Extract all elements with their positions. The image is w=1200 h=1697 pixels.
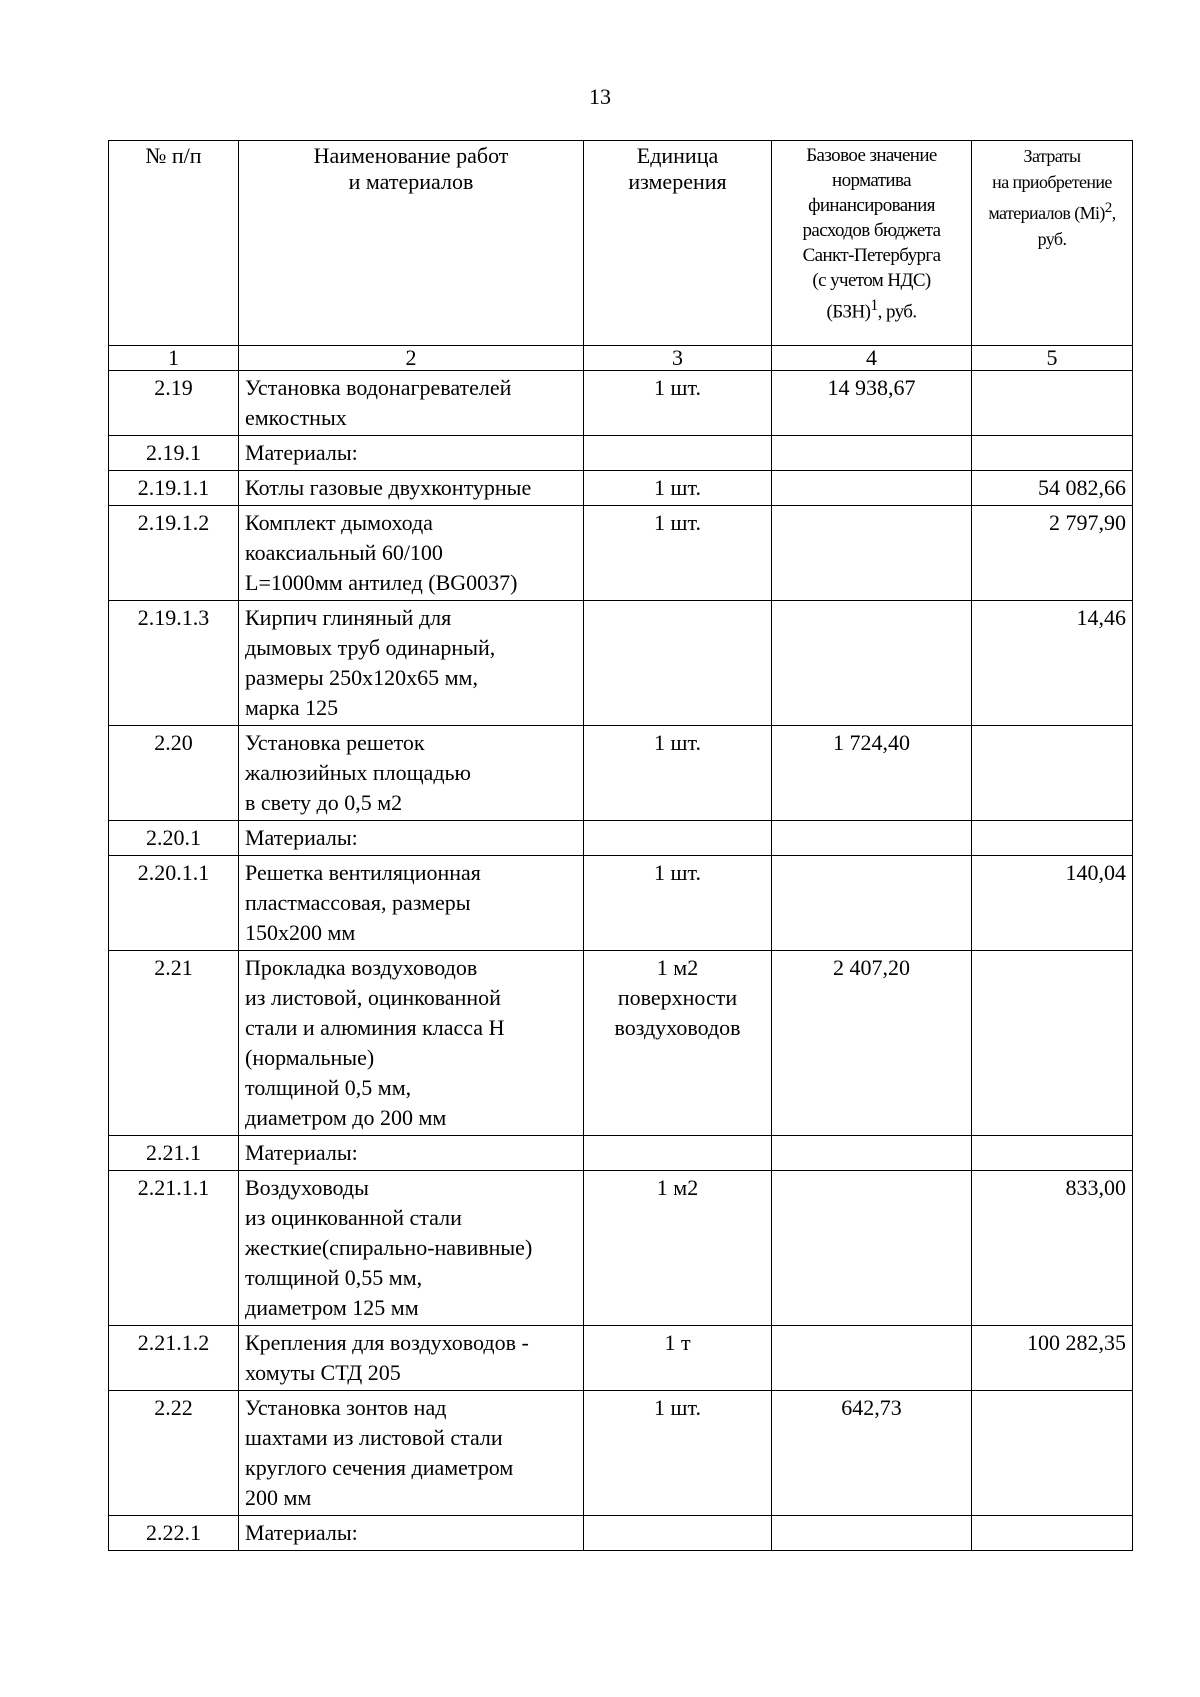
work-name-cell: Решетка вентиляционная пластмассовая, размеры 150х200 мм: [239, 856, 584, 951]
material-cost-cell: 100 282,35: [972, 1326, 1133, 1391]
table-row: [109, 1171, 1133, 1326]
item-number-cell: 2.21.1.2: [109, 1326, 239, 1391]
table-row: [109, 506, 1133, 601]
base-value-cell: 642,73: [772, 1391, 972, 1516]
material-cost-cell: [972, 1136, 1133, 1171]
work-name-cell: Крепления для воздуховодов - хомуты СТД 205: [239, 1326, 584, 1391]
table-row: [109, 1326, 1133, 1391]
work-name-cell: Установка водонагревателей емкостных: [239, 371, 584, 436]
unit-cell: 1 шт.: [584, 856, 772, 951]
table-row: [109, 471, 1133, 506]
work-name-cell: Материалы:: [239, 1136, 584, 1171]
unit-cell: [584, 436, 772, 471]
unit-cell: 1 м2 поверхности воздуховодов: [584, 951, 772, 1136]
work-name-cell: Материалы:: [239, 821, 584, 856]
table-body: [109, 371, 1133, 1551]
unit-cell: 1 шт.: [584, 371, 772, 436]
table-row: [109, 726, 1133, 821]
material-cost-cell: [972, 726, 1133, 821]
header-item-number: № п/п: [109, 141, 239, 346]
material-cost-cell: 14,46: [972, 601, 1133, 726]
work-name-cell: Комплект дымохода коаксиальный 60/100 L=1000мм антилед (BG0037): [239, 506, 584, 601]
material-cost-cell: [972, 436, 1133, 471]
table-row: [109, 821, 1133, 856]
material-cost-cell: 140,04: [972, 856, 1133, 951]
material-cost-cell: [972, 821, 1133, 856]
item-number-cell: 2.20.1: [109, 821, 239, 856]
table-row: [109, 856, 1133, 951]
item-number-cell: 2.21.1: [109, 1136, 239, 1171]
item-number-cell: 2.22: [109, 1391, 239, 1516]
work-name-cell: Материалы:: [239, 436, 584, 471]
unit-cell: [584, 601, 772, 726]
material-cost-cell: 2 797,90: [972, 506, 1133, 601]
table-header-row: [109, 141, 1133, 346]
work-name-cell: Установка зонтов над шахтами из листовой стали круглого сечения диаметром 200 мм: [239, 1391, 584, 1516]
base-value-cell: [772, 1136, 972, 1171]
work-name-cell: Воздуховоды из оцинкованной стали жесткие(спирально-навивные) толщиной 0,55 мм, диаметром 125 мм: [239, 1171, 584, 1326]
table-row: [109, 1136, 1133, 1171]
work-name-cell: Котлы газовые двухконтурные: [239, 471, 584, 506]
table-row: [109, 1516, 1133, 1551]
header-work-name: Наименование работ и материалов: [239, 141, 584, 346]
page-number: 13: [589, 84, 611, 109]
item-number-cell: 2.19: [109, 371, 239, 436]
table-row: [109, 436, 1133, 471]
table-row: [109, 951, 1133, 1136]
material-cost-cell: [972, 1391, 1133, 1516]
base-value-cell: [772, 1171, 972, 1326]
column-number: 5: [972, 346, 1133, 371]
base-value-cell: [772, 1516, 972, 1551]
column-number: 2: [239, 346, 584, 371]
item-number-cell: 2.21: [109, 951, 239, 1136]
table-row: [109, 601, 1133, 726]
unit-cell: [584, 1516, 772, 1551]
header-unit: Единица измерения: [584, 141, 772, 346]
base-value-cell: [772, 471, 972, 506]
base-value-cell: 14 938,67: [772, 371, 972, 436]
header-material-costs: Затраты на приобретение материалов $(Mi)^2$, руб.: [972, 141, 1133, 346]
unit-cell: 1 шт.: [584, 506, 772, 601]
base-value-cell: 2 407,20: [772, 951, 972, 1136]
item-number-cell: 2.20: [109, 726, 239, 821]
column-number: 1: [109, 346, 239, 371]
base-value-cell: [772, 436, 972, 471]
item-number-cell: 2.19.1.2: [109, 506, 239, 601]
base-value-cell: [772, 601, 972, 726]
item-number-cell: 2.21.1.1: [109, 1171, 239, 1326]
item-number-cell: 2.20.1.1: [109, 856, 239, 951]
unit-cell: 1 шт.: [584, 1391, 772, 1516]
table-row: [109, 371, 1133, 436]
work-name-cell: Материалы:: [239, 1516, 584, 1551]
material-cost-cell: [972, 1516, 1133, 1551]
unit-cell: 1 шт.: [584, 726, 772, 821]
footnote-marker: 2: [1104, 200, 1112, 216]
base-value-cell: [772, 821, 972, 856]
base-value-cell: [772, 1326, 972, 1391]
works-materials-table: [108, 140, 1133, 1551]
table-row: [109, 1391, 1133, 1516]
base-value-cell: 1 724,40: [772, 726, 972, 821]
column-numbers-row: [109, 346, 1133, 371]
material-cost-cell: [972, 951, 1133, 1136]
item-number-cell: 2.19.1.3: [109, 601, 239, 726]
item-number-cell: 2.19.1: [109, 436, 239, 471]
header-base-value: Базовое значение норматива финансирования расходов бюджета Санкт-Петербурга (с учетом НДС) (БЗН)$^1$, руб.: [772, 141, 972, 346]
unit-cell: 1 т: [584, 1326, 772, 1391]
base-value-cell: [772, 506, 972, 601]
material-cost-cell: [972, 371, 1133, 436]
material-cost-cell: 833,00: [972, 1171, 1133, 1326]
unit-cell: 1 м2: [584, 1171, 772, 1326]
unit-cell: [584, 1136, 772, 1171]
work-name-cell: Прокладка воздуховодов из листовой, оцинкованной стали и алюминия класса Н (нормальные) толщиной 0,5 мм, диаметром до 200 мм: [239, 951, 584, 1136]
column-number: 3: [584, 346, 772, 371]
base-value-cell: [772, 856, 972, 951]
work-name-cell: Кирпич глиняный для дымовых труб одинарный, размеры 250х120х65 мм, марка 125: [239, 601, 584, 726]
work-name-cell: Установка решеток жалюзийных площадью в свету до 0,5 м2: [239, 726, 584, 821]
footnote-marker: 1: [870, 297, 878, 314]
material-cost-cell: 54 082,66: [972, 471, 1133, 506]
unit-cell: 1 шт.: [584, 471, 772, 506]
item-number-cell: 2.22.1: [109, 1516, 239, 1551]
item-number-cell: 2.19.1.1: [109, 471, 239, 506]
column-number: 4: [772, 346, 972, 371]
unit-cell: [584, 821, 772, 856]
